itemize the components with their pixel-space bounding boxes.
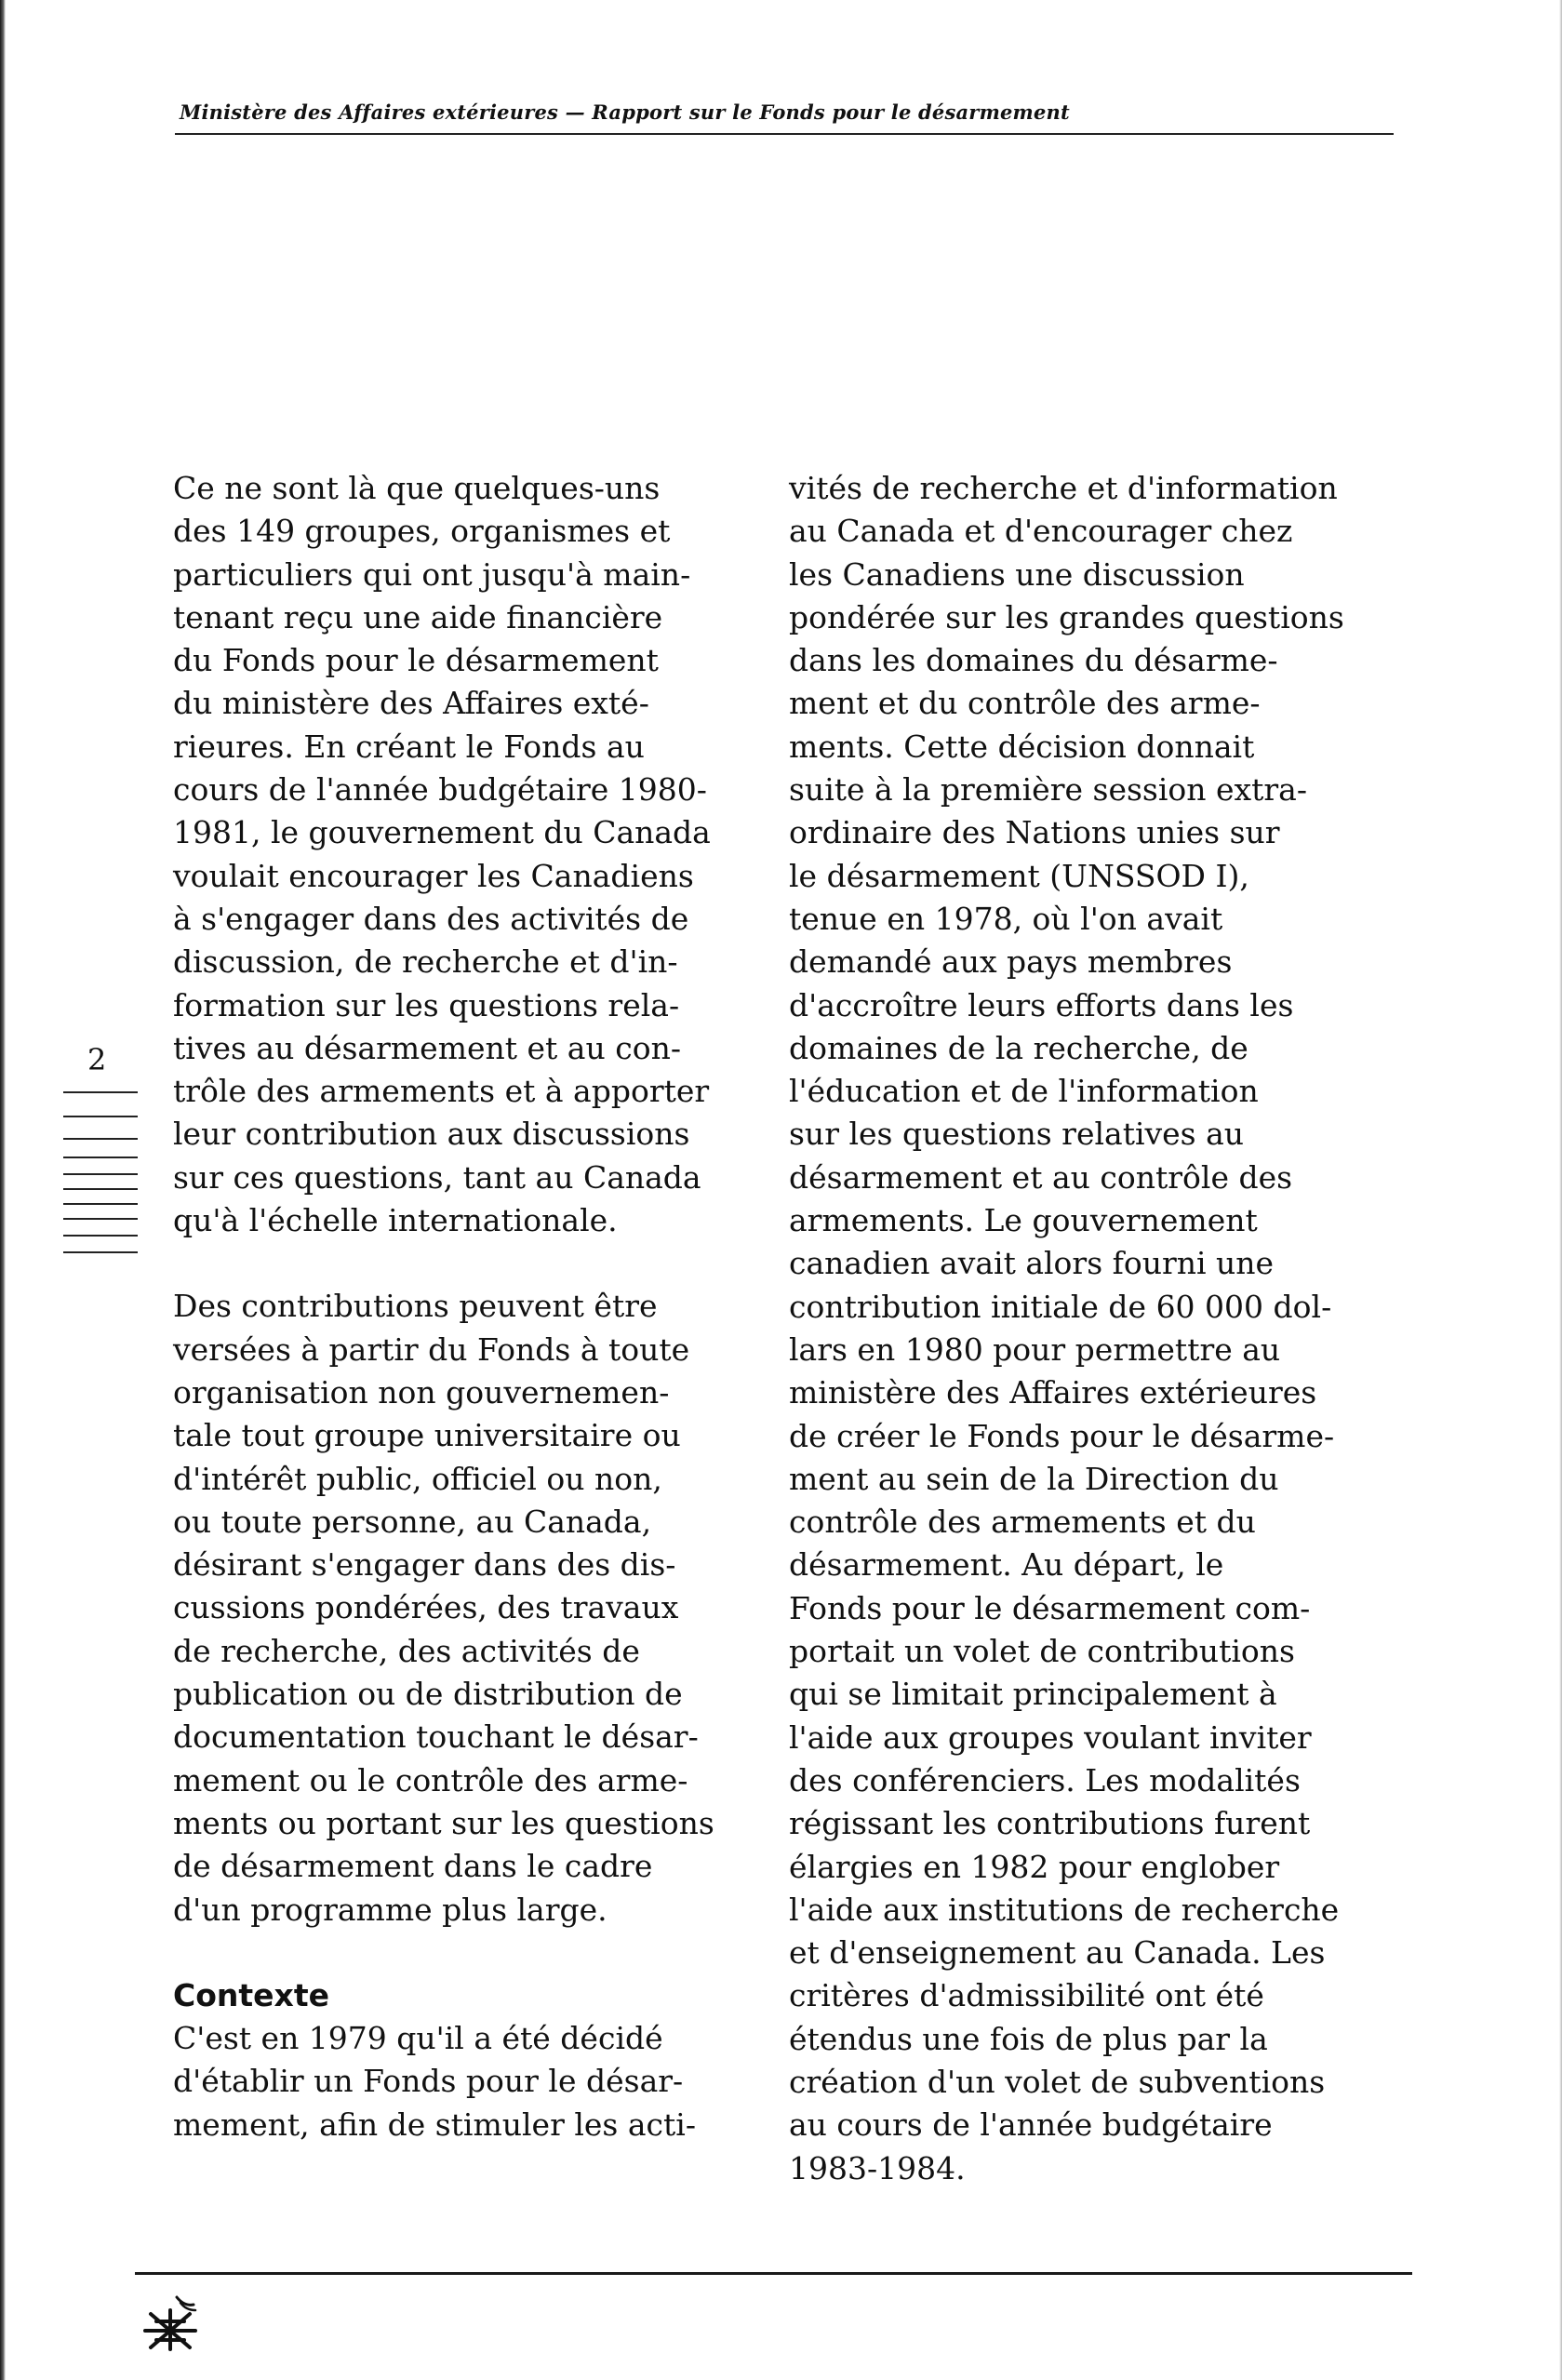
text-line: étendus une fois de plus par la <box>789 2020 1268 2057</box>
text-line: les Canadiens une discussion <box>789 555 1245 593</box>
text-line: Fonds pour le désarmement com- <box>789 1589 1311 1626</box>
page-number: 2 <box>87 1042 107 1077</box>
text-line: mement ou le contrôle des arme- <box>173 1761 688 1798</box>
text-line: l'éducation et de l'information <box>789 1073 1259 1110</box>
paragraph-intro <box>173 467 768 1242</box>
text-line: qu'à l'échelle internationale. <box>173 1202 618 1239</box>
text-line: versées à partir du Fonds à toute <box>173 1330 690 1368</box>
text-line: régissant les contributions furent <box>789 1805 1311 1842</box>
text-line: du Fonds pour le désarmement <box>173 642 659 679</box>
text-line: des 149 groupes, organismes et <box>173 513 671 550</box>
text-line: d'accroître leurs efforts dans les <box>789 986 1294 1023</box>
paragraph-spacer <box>173 1932 768 1974</box>
text-line: vités de recherche et d'information <box>789 470 1338 506</box>
paragraph-context <box>173 2017 768 2146</box>
left-column <box>173 467 768 2146</box>
text-line: à s'engager dans des activités de <box>173 900 689 937</box>
text-line: tenue en 1978, où l'on avait <box>789 900 1223 937</box>
text-line: cussions pondérées, des travaux <box>173 1589 679 1626</box>
text-line: de créer le Fonds pour le désarme- <box>789 1417 1335 1454</box>
text-line: élargies en 1982 pour englober <box>789 1848 1280 1885</box>
running-header: Ministère des Affaires extérieures — Rapport sur le Fonds pour le désarmement <box>180 100 1070 124</box>
text-line: désarmement et au contrôle des <box>789 1158 1293 1196</box>
header-rule <box>175 133 1394 135</box>
text-line: ment au sein de la Direction du <box>789 1460 1279 1497</box>
text-line: organisation non gouvernemen- <box>173 1373 670 1411</box>
text-line: du ministère des Affaires exté- <box>173 685 649 722</box>
text-line: désarmement. Au départ, le <box>789 1546 1224 1584</box>
text-line: création d'un volet de subventions <box>789 2063 1326 2100</box>
text-line: publication ou de distribution de <box>173 1676 683 1713</box>
text-line: C'est en 1979 qu'il a été décidé <box>173 2020 663 2057</box>
text-line: particuliers qui ont jusqu'à main- <box>173 555 691 593</box>
text-line: domaines de la recherche, de <box>789 1029 1248 1066</box>
text-line: pondérée sur les grandes questions <box>789 598 1344 635</box>
text-line: contrôle des armements et du <box>789 1504 1256 1541</box>
text-line: 1981, le gouvernement du Canada <box>173 814 711 851</box>
text-line: canadien avait alors fourni une <box>789 1245 1275 1282</box>
text-line: et d'enseignement au Canada. Les <box>789 1934 1326 1972</box>
text-line: ministère des Affaires extérieures <box>789 1374 1317 1411</box>
text-line: documentation touchant le désar- <box>173 1718 699 1756</box>
text-line: ments ou portant sur les questions <box>173 1804 714 1841</box>
ministry-emblem-icon <box>138 2293 203 2353</box>
text-line: le désarmement (UNSSOD I), <box>789 857 1249 894</box>
text-line: d'intérêt public, officiel ou non, <box>173 1460 662 1497</box>
text-line: Ce ne sont là que quelques-uns <box>173 470 661 506</box>
text-line: l'aide aux institutions de recherche <box>789 1891 1340 1928</box>
text-line: mement, afin de stimuler les acti- <box>173 2106 696 2143</box>
text-line: l'aide aux groupes voulant inviter <box>789 1718 1312 1756</box>
page-marker-rules <box>60 1087 140 1254</box>
text-line: de désarmement dans le cadre <box>173 1848 653 1885</box>
text-line: portait un volet de contributions <box>789 1633 1295 1670</box>
text-line: ou toute personne, au Canada, <box>173 1503 652 1540</box>
text-line: tives au désarmement et au con- <box>173 1029 681 1066</box>
text-line: sur les questions relatives au <box>789 1116 1245 1153</box>
text-line: rieures. En créant le Fonds au <box>173 728 645 765</box>
text-line: des conférenciers. Les modalités <box>789 1761 1301 1798</box>
text-line: lars en 1980 pour permettre au <box>789 1330 1281 1368</box>
text-line: cours de l'année budgétaire 1980- <box>173 771 707 809</box>
text-line: tale tout groupe universitaire ou <box>173 1417 681 1454</box>
text-line: ments. Cette décision donnait <box>789 728 1255 765</box>
text-line: armements. Le gouvernement <box>789 1202 1258 1239</box>
text-line: trôle des armements et à apporter <box>173 1073 710 1110</box>
text-line: suite à la première session extra- <box>789 771 1308 809</box>
paragraph-contributions <box>173 1285 768 1931</box>
text-line: contribution initiale de 60 000 dol- <box>789 1288 1332 1325</box>
section-heading-contexte: Contexte <box>173 1976 329 2013</box>
text-line: de recherche, des activités de <box>173 1632 640 1669</box>
paragraph-spacer <box>173 1242 768 1285</box>
text-line: dans les domaines du désarme- <box>789 642 1278 679</box>
text-line: voulait encourager les Canadiens <box>173 857 694 894</box>
text-line: demandé aux pays membres <box>789 943 1233 981</box>
text-line: leur contribution aux discussions <box>173 1116 690 1153</box>
text-line: au Canada et d'encourager chez <box>789 513 1293 550</box>
text-line: ordinaire des Nations unies sur <box>789 814 1280 851</box>
text-line: critères d'admissibilité ont été <box>789 1977 1264 2014</box>
text-line: discussion, de recherche et d'in- <box>173 943 678 981</box>
text-line: au cours de l'année budgétaire <box>789 2106 1273 2144</box>
text-line: formation sur les questions rela- <box>173 986 680 1023</box>
text-line: 1983-1984. <box>789 2149 966 2186</box>
text-line: tenant reçu une aide financière <box>173 598 663 635</box>
text-line: désirant s'engager dans des dis- <box>173 1546 676 1584</box>
text-line: qui se limitait principalement à <box>789 1676 1277 1713</box>
text-line: d'un programme plus large. <box>173 1891 607 1928</box>
footer-rule <box>135 2272 1412 2275</box>
text-line: Des contributions peuvent être <box>173 1288 658 1325</box>
text-line: d'établir un Fonds pour le désar- <box>173 2063 684 2100</box>
text-line: sur ces questions, tant au Canada <box>173 1158 701 1196</box>
right-column <box>789 467 1384 2190</box>
text-line: ment et du contrôle des arme- <box>789 685 1261 722</box>
scan-edge-left <box>0 0 6 2380</box>
